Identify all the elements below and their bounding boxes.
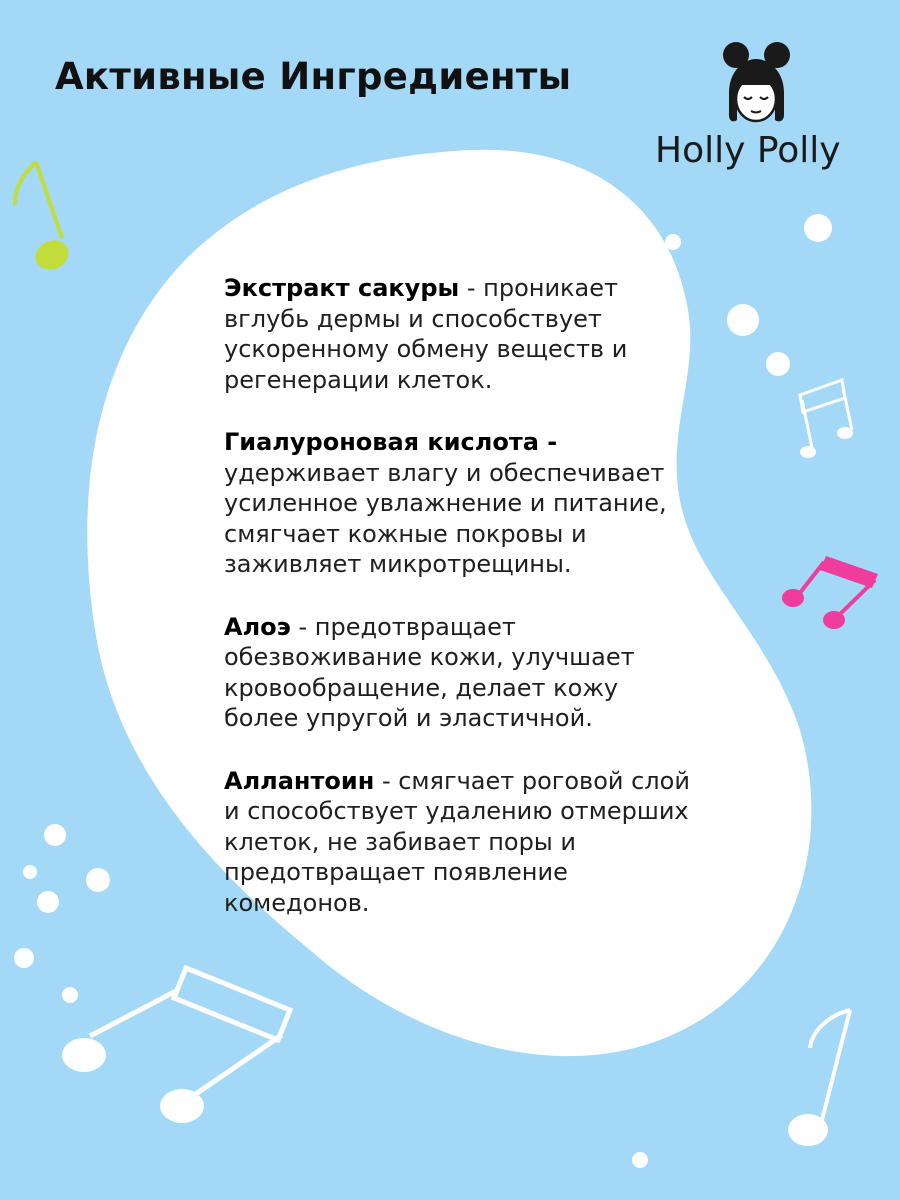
ingredient-name: Алоэ	[224, 612, 291, 641]
ingredient-aloe	[224, 612, 694, 734]
large-white-double-note-icon	[62, 968, 290, 1123]
white-single-note-icon	[788, 1010, 850, 1146]
ingredient-name: Аллантоин	[224, 766, 375, 795]
ingredient-name: Экстракт сакуры	[224, 274, 460, 302]
ingredient-name: Гиалуроновая кислота -	[224, 428, 558, 456]
brand-name: Holly Polly	[655, 130, 841, 171]
ingredient-sakura	[224, 273, 694, 395]
ingredient-description: удерживает влагу и обеспечивает усиленное увлажнение и питание, смягчает кожные покровы и заживляет микротрещины.	[224, 458, 667, 578]
ingredient-description: - смягчает роговой слой и способствует удалению отмерших клеток, не забивает поры и предотвращает появление комедонов.	[224, 766, 690, 917]
white-double-note-icon	[800, 380, 853, 458]
pink-double-note-icon	[782, 556, 878, 629]
ingredient-description: - предотвращает обезвоживание кожи, улучшает кровообращение, делает кожу более упругой и эластичной.	[224, 612, 635, 732]
girl-with-buns-icon	[655, 35, 875, 130]
ingredients-list	[224, 273, 694, 950]
ingredient-allantoin	[224, 766, 694, 919]
ingredient-description: - проникает вглубь дермы и способствует ускоренному обмену веществ и регенерации клеток.	[224, 274, 628, 394]
brand-logo	[655, 35, 875, 171]
page-title: Активные Ингредиенты	[55, 55, 572, 98]
ingredient-hyaluronic-acid	[224, 427, 694, 580]
lime-music-note-icon	[15, 162, 73, 275]
